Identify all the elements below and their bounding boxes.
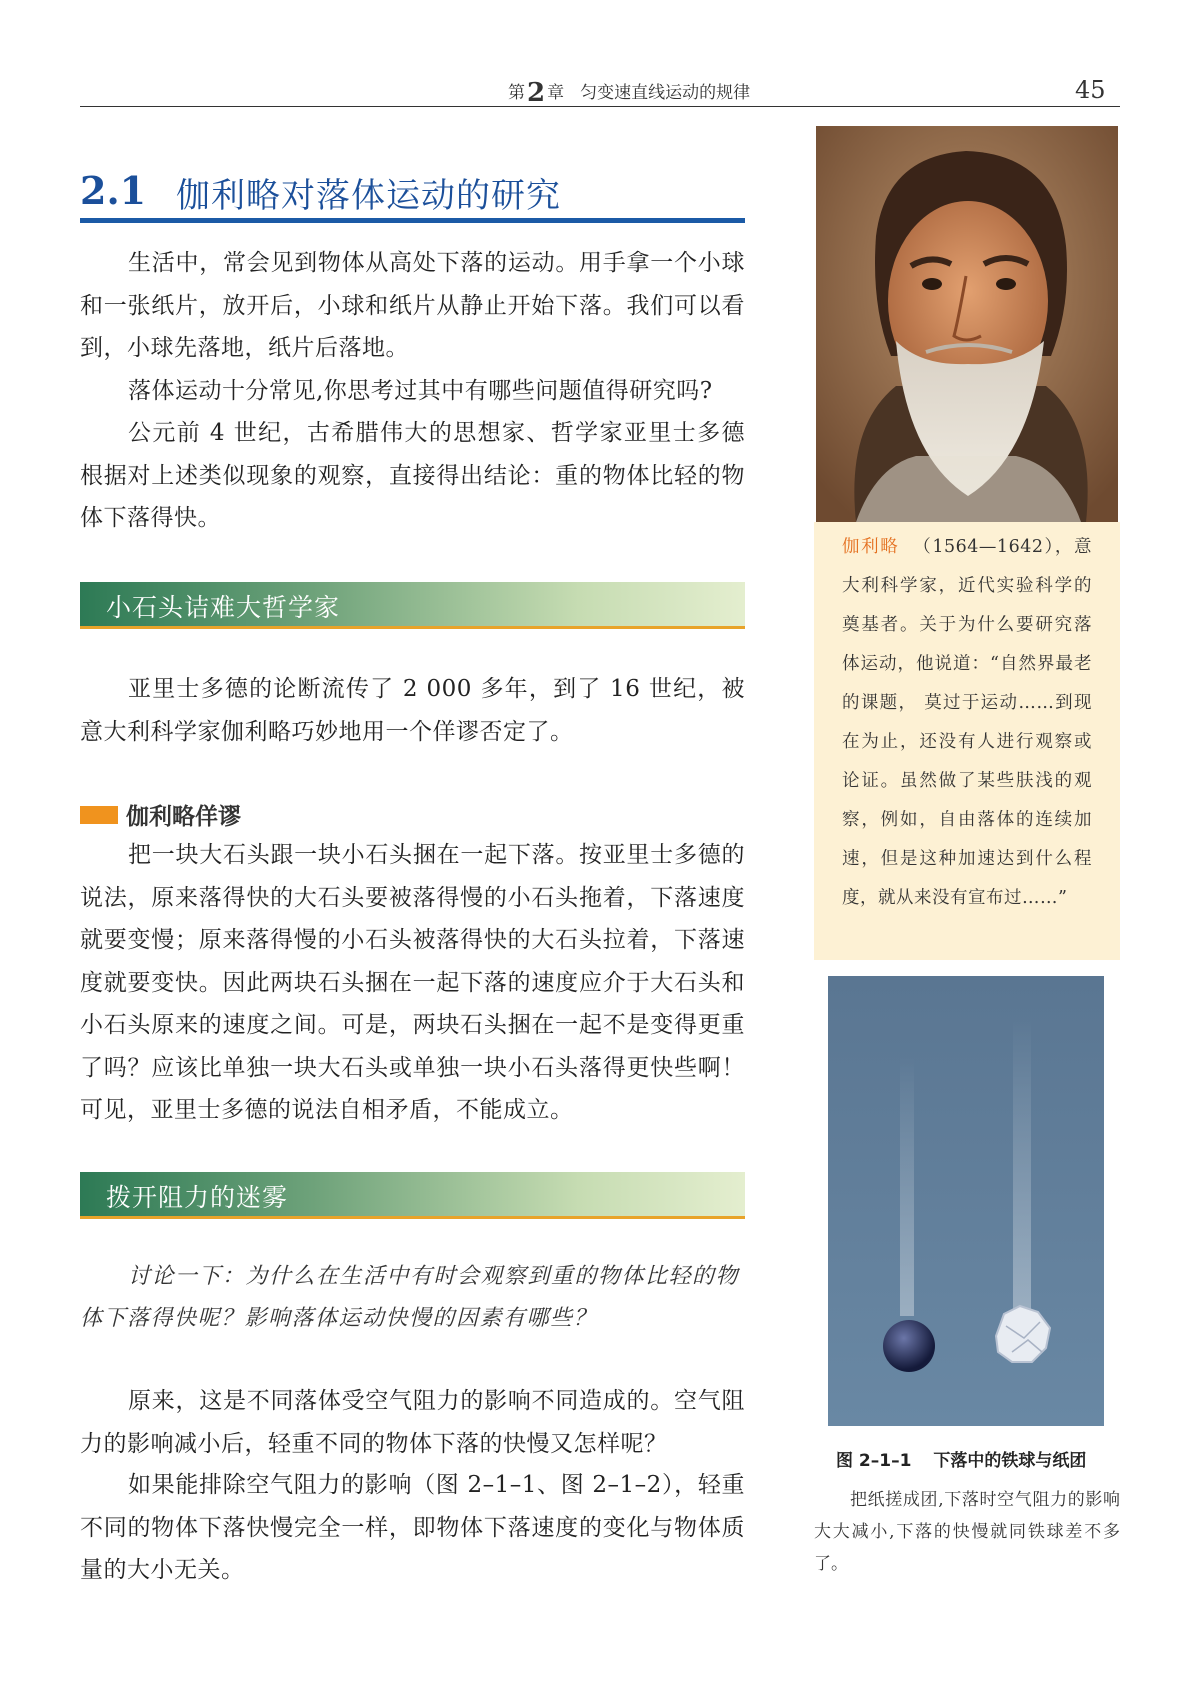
intro-paragraph-2: 落体运动十分常见,你思考过其中有哪些问题值得研究吗? xyxy=(128,378,713,404)
closing-paragraph-1: 原来，这是不同落体受空气阻力的影响不同造成的。空气阻力的影响减小后，轻重不同的物体下落的快慢又怎样呢？ xyxy=(80,1388,745,1457)
chapter-number: 2 xyxy=(527,78,546,108)
subheading-marker xyxy=(80,806,118,824)
section-title-rule xyxy=(80,218,745,223)
portrait-illustration xyxy=(816,126,1118,522)
closing-paragraph-2: 如果能排除空气阻力的影响（图 2–1–1、图 2–1–2），轻重不同的物体下落快慢完全一样，即物体下落速度的变化与物体质量的大小无关。 xyxy=(80,1472,745,1583)
biography-name: 伽利略 xyxy=(842,537,900,557)
header-rule xyxy=(80,106,1120,107)
banner-1-paragraph: 亚里士多德的论断流传了 2 000 多年，到了 16 世纪，被意大利科学家伽利略巧妙地用一个佯谬否定了。 xyxy=(80,676,745,745)
figure-label: 图 2–1–1 xyxy=(836,1451,912,1471)
falling-objects-illustration xyxy=(828,976,1104,1426)
subheading-title: 伽利略佯谬 xyxy=(126,804,241,830)
page-number: 45 xyxy=(1075,76,1106,104)
running-header-chapter xyxy=(508,78,750,108)
discussion-prompt: 讨论一下：为什么在生活中有时会观察到重的物体比轻的物体下落得快呢？影响落体运动快慢的因素有哪些？ xyxy=(80,1264,740,1331)
intro-paragraph-1: 生活中，常会见到物体从高处下落的运动。用手拿一个小球和一张纸片，放开后，小球和纸片从静止开始下落。我们可以看到，小球先落地，纸片后落地。 xyxy=(80,250,745,361)
figure-caption xyxy=(836,1446,1086,1471)
section-title: 伽利略对落体运动的研究 xyxy=(176,176,561,216)
subsection-banner-2 xyxy=(80,1172,745,1219)
banner-1-title: 小石头诘难大哲学家 xyxy=(106,593,341,622)
chapter-title: 匀变速直线运动的规律 xyxy=(580,83,751,103)
chapter-prefix: 第 xyxy=(508,83,525,103)
chapter-suffix: 章 xyxy=(547,83,565,103)
banner-2-title: 拨开阻力的迷雾 xyxy=(106,1183,289,1212)
galileo-portrait xyxy=(816,126,1118,522)
subsection-banner-1 xyxy=(80,582,745,629)
figure-title: 下落中的铁球与纸团 xyxy=(933,1451,1087,1471)
falling-objects-photo xyxy=(828,976,1104,1426)
section-number: 2.1 xyxy=(80,168,147,213)
figure-description: 把纸搓成团,下落时空气阻力的影响大大减小,下落的快慢就同铁球差不多了。 xyxy=(814,1490,1120,1574)
biography-body: （1564—1642），意大利科学家，近代实验科学的奠基者。关于为什么要研究落体运动，他说道：“自然界最老的课题， 莫过于运动……到现在为止，还没有人进行观察或论证。虽然做了某些肤浅的观察，例如，自由落体的连续加速，但是这种加速达到什么程度，就从来没有宣布过……” xyxy=(842,537,1093,908)
paradox-paragraph: 把一块大石头跟一块小石头捆在一起下落。按亚里士多德的说法，原来落得快的大石头要被落得慢的小石头拖着，下落速度就要变慢；原来落得慢的小石头被落得快的大石头拉着，下落速度就要变快。因此两块石头捆在一起下落的速度应介于大石头和小石头原来的速度之间。可是，两块石头捆在一起不是变得更重了吗？应该比单独一块大石头或单独一块小石头落得更快些啊！可见，亚里士多德的说法自相矛盾，不能成立。 xyxy=(80,842,745,1123)
biography-text xyxy=(842,528,1092,918)
intro-paragraph-3: 公元前 4 世纪，古希腊伟大的思想家、哲学家亚里士多德根据对上述类似现象的观察，直接得出结论：重的物体比轻的物体下落得快。 xyxy=(80,420,745,531)
